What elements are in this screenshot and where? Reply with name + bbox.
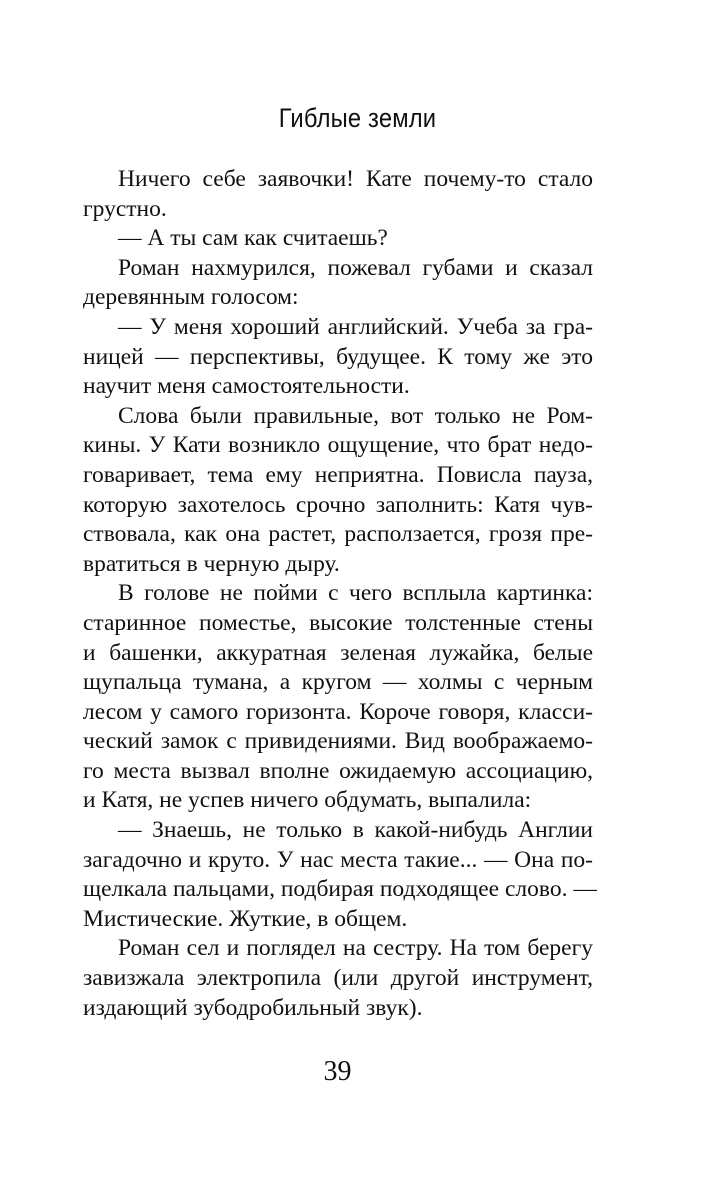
- text-line: и Катя, не успев ничего обдумать, выпалила:: [83, 787, 532, 814]
- text-line: Роман нахмурился, пожевал губами и сказал: [118, 254, 593, 281]
- text-line: ческий замок с привидениями. Вид воображаемо-: [83, 728, 593, 755]
- text-line: вратиться в черную дыру.: [83, 550, 340, 577]
- text-line: щупальца тумана, а кругом — холмы с черным: [83, 669, 593, 696]
- text-line: Ничего себе заявочки! Кате почему-то стало: [118, 166, 593, 192]
- text-line: — У меня хороший английский. Учеба за гра-: [118, 313, 593, 340]
- paragraph: [83, 224, 593, 254]
- paragraph: [83, 934, 593, 1023]
- running-head: Гиблые земли: [278, 103, 437, 133]
- paragraph: [83, 254, 593, 313]
- paragraph: [83, 402, 593, 580]
- text-line: издающий зубодробильный звук).: [83, 994, 423, 1021]
- text-line: загадочно и круто. У нас места такие... — Она по-: [83, 846, 593, 873]
- text-line: которую захотелось срочно заполнить: Катя чув-: [83, 491, 593, 518]
- text-line: ницей — перспективы, будущее. К тому же это: [83, 343, 593, 370]
- text-line: — А ты сам как считаешь?: [118, 225, 388, 252]
- paragraph: [83, 816, 597, 934]
- text-line: завизжала электропила (или другой инструмент,: [83, 965, 593, 992]
- text-line: грустно.: [83, 195, 167, 222]
- text-line: В голове не пойми с чего всплыла картинка:: [118, 580, 593, 607]
- paragraph: [83, 579, 593, 816]
- body-text: [83, 165, 597, 1023]
- text-line: ствовала, как она растет, расползается, грозя пре-: [83, 521, 593, 548]
- text-line: старинное поместье, высокие толстенные стены: [83, 609, 593, 636]
- text-line: научит меня самостоятельности.: [83, 373, 410, 400]
- text-line: го места вызвал вполне ожидаемую ассоциацию,: [83, 757, 593, 784]
- text-line: Слова были правильные, вот только не Ром-: [118, 402, 593, 429]
- text-line: — Знаешь, не только в какой-нибудь Англии: [118, 817, 593, 844]
- text-line: говаривает, тема ему неприятна. Повисла пауза,: [83, 461, 593, 488]
- paragraph: [83, 313, 593, 402]
- text-line: деревянным голосом:: [83, 284, 299, 311]
- paragraph: [83, 165, 593, 224]
- text-line: Роман сел и поглядел на сестру. На том берегу: [118, 935, 593, 962]
- text-line: лесом у самого горизонта. Короче говоря, класси-: [83, 698, 593, 725]
- text-line: кины. У Кати возникло ощущение, что брат недо-: [83, 432, 593, 459]
- text-line: и башенки, аккуратная зеленая лужайка, белые: [83, 639, 593, 666]
- text-line: щелкала пальцами, подбирая подходящее слово. —: [83, 876, 597, 903]
- page-number: 39: [323, 1056, 352, 1087]
- text-line: Мистические. Жуткие, в общем.: [83, 905, 408, 932]
